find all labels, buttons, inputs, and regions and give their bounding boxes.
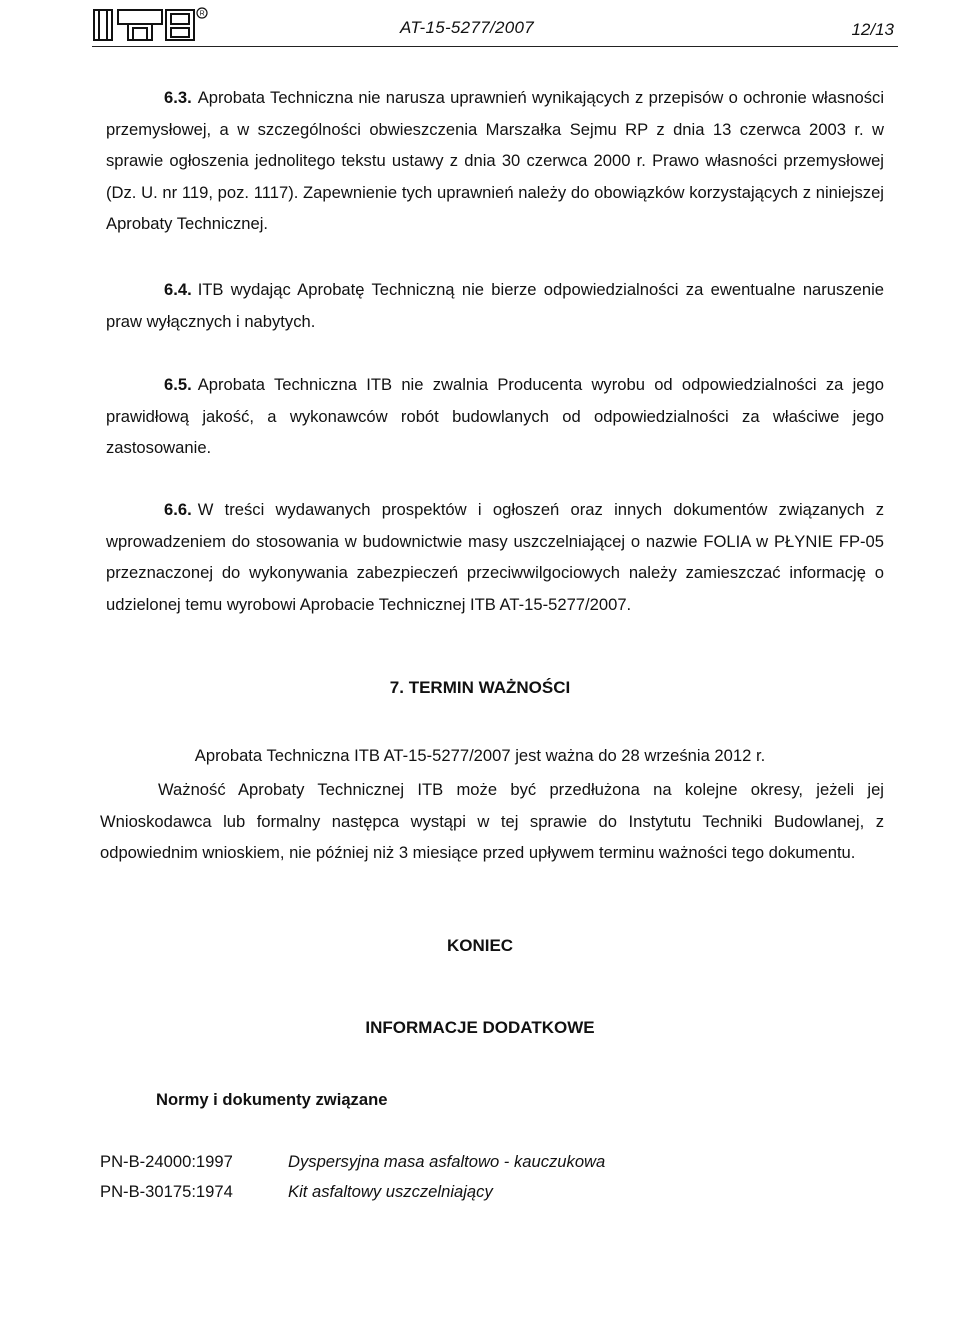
validity-extension-paragraph: Ważność Aprobaty Technicznej ITB może być przedłużona na kolejne okresy, jeżeli jej Wnioskodawca lub formalny następca wystąpi w tej sprawie do Instytutu Techniki Budowlanej, z odpowiednim wnioskiem, nie później niż 3 miesiące przed upływem terminu ważności tego dokumentu. bbox=[100, 780, 884, 862]
page-header bbox=[92, 4, 898, 47]
itb-logo bbox=[92, 6, 212, 42]
paragraph-6-5 bbox=[106, 369, 884, 464]
paragraph-text: Aprobata Techniczna ITB nie zwalnia Producenta wyrobu od odpowiedzialności za jego prawidłową jakość, a wykonawców robót budowlanych od odpowiedzialności za właściwe jego zastosowanie. bbox=[106, 375, 884, 457]
norms-heading: Normy i dokumenty związane bbox=[156, 1090, 388, 1109]
section-title-validity: 7. TERMIN WAŻNOŚCI bbox=[389, 678, 571, 697]
norm-title: Dyspersyjna masa asfaltowo - kauczukowa bbox=[288, 1152, 606, 1171]
additional-info-title: INFORMACJE DODATKOWE bbox=[365, 1018, 595, 1037]
paragraph-number: 6.3. bbox=[164, 88, 192, 107]
paragraph-6-6 bbox=[106, 494, 884, 620]
svg-text:R: R bbox=[199, 10, 205, 18]
paragraph-number: 6.4. bbox=[164, 280, 192, 299]
validity-statement: Aprobata Techniczna ITB AT-15-5277/2007 jest ważna do 28 września 2012 r. bbox=[194, 746, 766, 765]
document-number: AT-15-5277/2007 bbox=[400, 18, 534, 37]
paragraph-text: Aprobata Techniczna nie narusza uprawnień wynikających z przepisów o ochronie własności przemysłowej, a w szczególności obwieszczenia Marszałka Sejmu RP z dnia 13 czerwca 2003 r. w sprawie ogłoszenia jednolitego tekstu ustawy z dnia 30 czerwca 2000 r. Prawo własności przemysłowej (Dz. U. nr 119, poz. 1117). Zapewnienie tych uprawnień należy do obowiązków korzystających z niniejszej Aprobaty Technicznej. bbox=[106, 88, 884, 233]
paragraph-text: ITB wydając Aprobatę Techniczną nie bierze odpowiedzialności za ewentualne naruszenie praw wyłącznych i nabytych. bbox=[106, 280, 884, 331]
norm-row bbox=[100, 1182, 493, 1202]
norm-code: PN-B-30175:1974 bbox=[100, 1182, 233, 1201]
norm-code: PN-B-24000:1997 bbox=[100, 1152, 233, 1171]
end-label: KONIEC bbox=[446, 936, 514, 955]
paragraph-6-3 bbox=[106, 82, 884, 240]
norm-title: Kit asfaltowy uszczelniający bbox=[288, 1182, 493, 1201]
norm-row bbox=[100, 1152, 605, 1172]
paragraph-number: 6.6. bbox=[164, 500, 192, 519]
paragraph-text: W treści wydawanych prospektów i ogłoszeń oraz innych dokumentów związanych z wprowadzeniem do stosowania w budownictwie masy uszczelniającej o nazwie FOLIA w PŁYNIE FP-05 przeznaczonej do wykonywania zabezpieczeń przeciwwilgociowych należy zamieszczać informację o udzielonej temu wyrobowi Aprobacie Technicznej ITB AT-15-5277/2007. bbox=[106, 500, 884, 614]
paragraph-number: 6.5. bbox=[164, 375, 192, 394]
paragraph-6-4 bbox=[106, 274, 884, 337]
page-number: 12/13 bbox=[851, 20, 894, 39]
